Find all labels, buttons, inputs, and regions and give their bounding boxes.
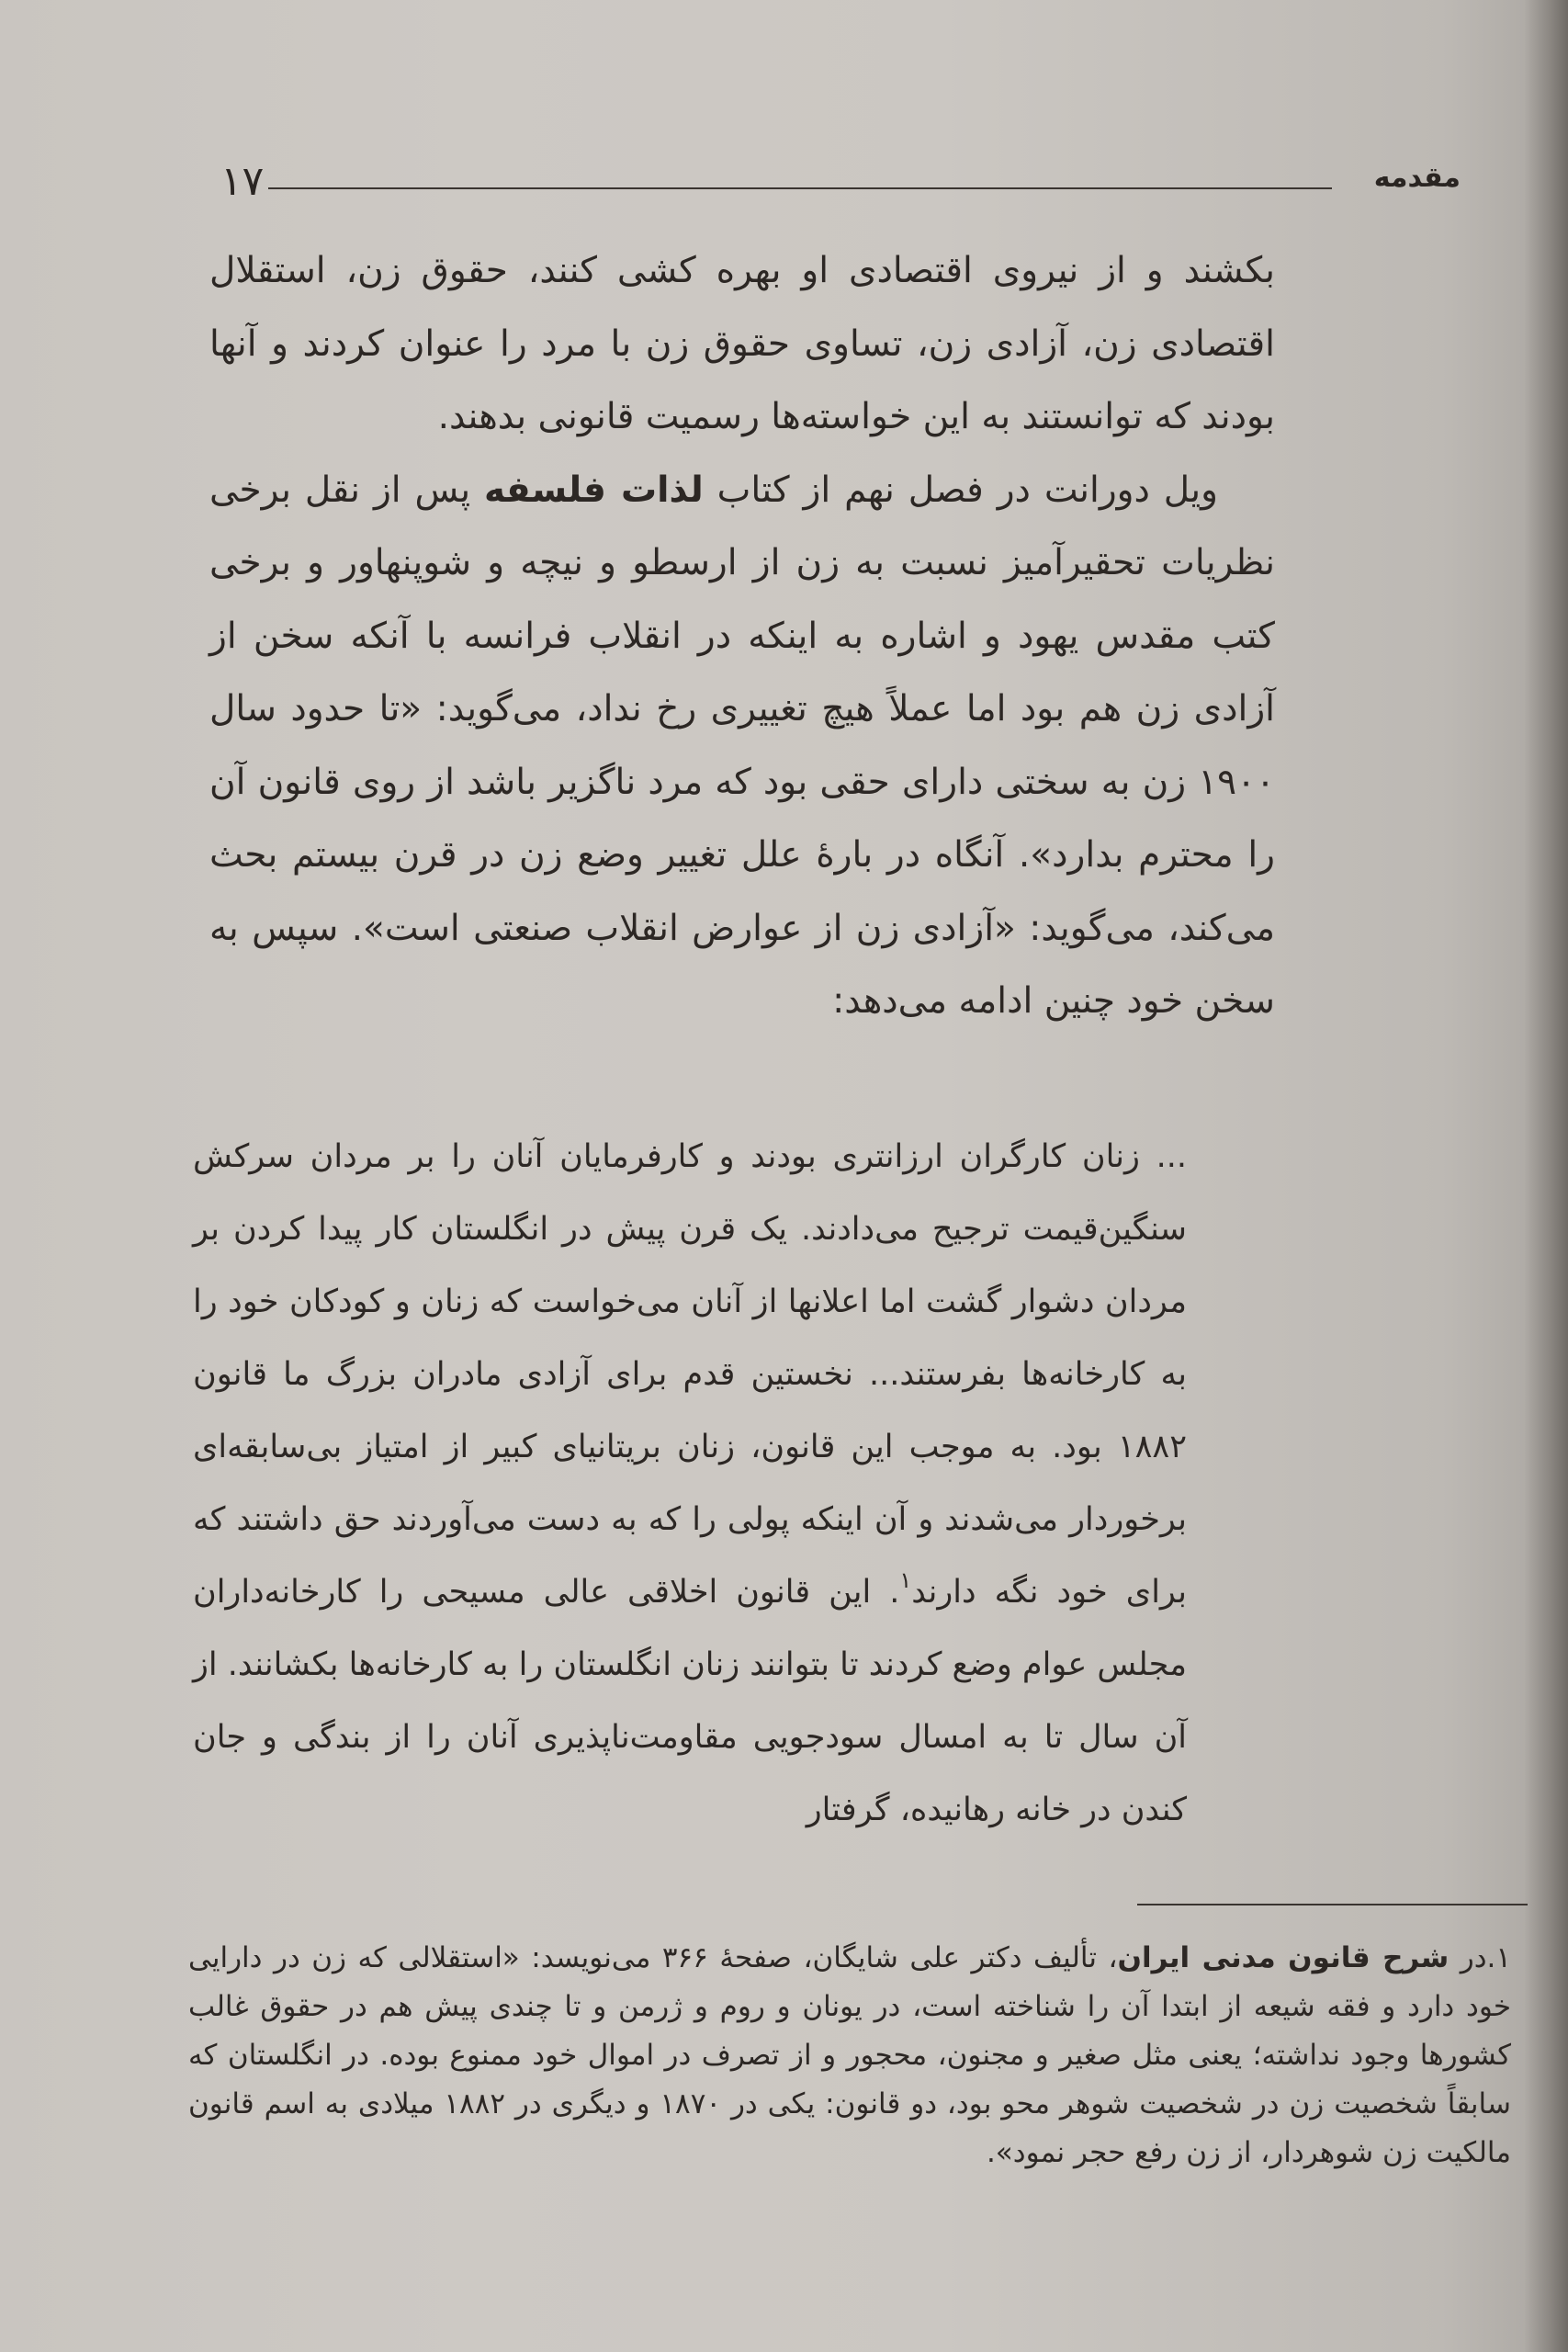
page-edge-shadow: [1524, 0, 1568, 2352]
book-title-lazzat-falsafeh: لذات فلسفه: [484, 469, 704, 511]
header-rule: [268, 187, 1332, 189]
block-quote: [193, 1121, 1187, 1847]
main-text: [209, 234, 1275, 1038]
paragraph-2-rest: پس از نقل برخی نظریات تحقیرآمیز نسبت به زن از ارسطو و نیچه و شوپنهاور و برخی کتب مقدس یهود و اشاره به اینکه در انقلاب فرانسه با آنکه سخن از آزادی زن هم بود اما عملاً هیچ تغییری رخ نداد، می‌گوید: «تا حدود سال ۱۹۰۰ زن به سختی دارای حقی بود که مرد ناگزیر باشد از روی قانون آن را محترم بدارد». آنگاه در بارهٔ علل تغییر وضع زن در قرن بیستم بحث می‌کند، می‌گوید: «آزادی زن از عوارض انقلاب صنعتی است». سپس به سخن خود چنین ادامه می‌دهد:: [209, 469, 1275, 1022]
footnote-marker: ۱: [899, 1567, 912, 1593]
footnote-text: ، تألیف دکتر علی شایگان، صفحهٔ ۳۶۶ می‌نویسد: «استقلالی که زن در دارایی خود دارد و فقه شیعه از ابتدا آن را شناخته است، در یونان و روم و ژرمن و تا چندی پیش هم در حقوق غالب کشورها وجود نداشته؛ یعنی مثل صغیر و مجنون، محجور و از تصرف در اموال خود ممنوع بوده. در انگلستان که سابقاً شخصیت زن در شخصیت شوهر محو بود، دو قانون: یکی در ۱۸۷۰ و دیگری در ۱۸۸۲ میلادی به اسم قانون مالکیت زن شوهردار، از زن رفع حجر نمود».: [188, 1941, 1511, 2169]
footnote-paragraph: [188, 1934, 1511, 2177]
page-number: ۱۷: [220, 158, 265, 205]
paragraph-2: [209, 454, 1275, 1038]
quote-paragraph: [193, 1121, 1187, 1847]
footnote-book-title: شرح قانون مدنی ایران: [1117, 1941, 1450, 1974]
footnote: [188, 1934, 1511, 2177]
footnote-lead: در: [1460, 1941, 1487, 1974]
chapter-title: مقدمه: [1373, 162, 1461, 194]
footnote-rule: [1137, 1904, 1528, 1905]
quote-text-part-2: . این قانون اخلاقی عالی مسیحی را کارخانه‌داران مجلس عوام وضع کردند تا بتوانند زنان انگلستان را به کارخانه‌ها بکشانند. از آن سال تا به امسال سودجویی مقاومت‌ناپذیری آنان را از بندگی و جان کندن در خانه رهانیده، گرفتار: [193, 1574, 1187, 1828]
paragraph-2-lead: ویل دورانت در فصل نهم از کتاب: [716, 469, 1218, 511]
quote-text-part-1: ... زنان کارگران ارزانتری بودند و کارفرمایان آنان را بر مردان سرکش سنگین‌قیمت ترجیح می‌دادند. یک قرن پیش در انگلستان کار پیدا کردن بر مردان دشوار گشت اما اعلانها از آنان می‌خواست که زنان و کودکان خود را به کارخانه‌ها بفرستند... نخستین قدم برای آزادی مادران بزرگ ما قانون ۱۸۸۲ بود. به موجب این قانون، زنان بریتانیای کبیر از امتیاز بی‌سابقه‌ای برخوردار می‌شدند و آن اینکه پولی را که به دست می‌آوردند حق داشتند که برای خود نگه دارند: [193, 1138, 1187, 1611]
paragraph-1: بکشند و از نیروی اقتصادی او بهره کشی کنند، حقوق زن، استقلال اقتصادی زن، آزادی زن، تساوی حقوق زن با مرد را عنوان کردند و آنها بودند که توانستند به این خواسته‌ها رسمیت قانونی بدهند.: [209, 250, 1275, 437]
footnote-number: ۱.: [1486, 1941, 1512, 1974]
running-header: [211, 156, 1461, 211]
